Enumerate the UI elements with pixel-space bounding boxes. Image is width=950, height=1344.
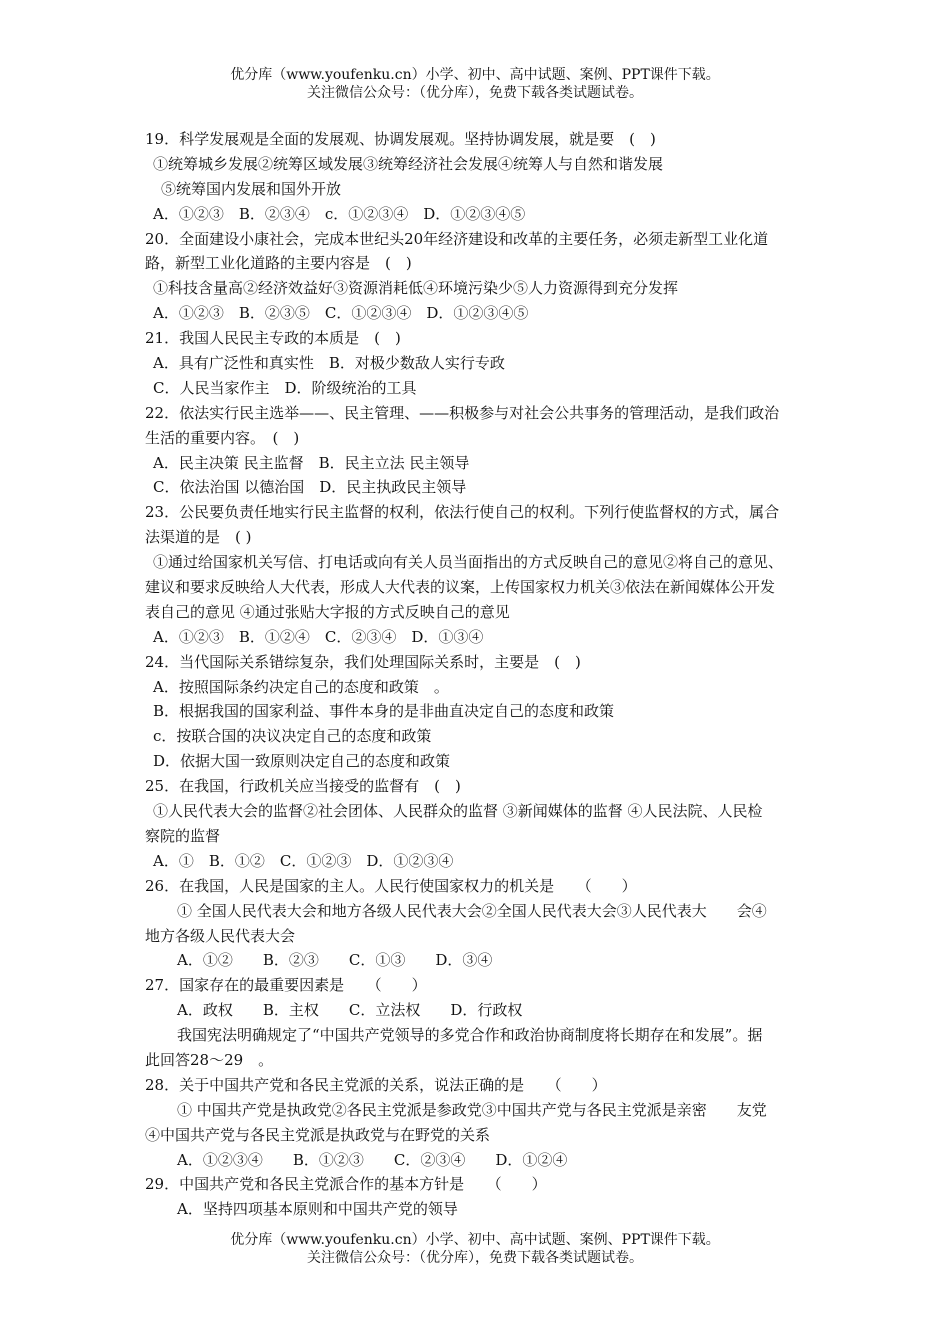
passage-intro-cont: 此回答28～29 。 <box>145 1050 274 1069</box>
header-line-2: 关注微信公众号：（优分库），免费下载各类试题试卷。 <box>307 85 643 101</box>
question-25-options: A．① B．①② C．①②③ D．①②③④ <box>153 851 454 870</box>
question-23-stem-cont: 法渠道的是 ( ) <box>145 528 252 547</box>
question-25-items-cont: 察院的监督 <box>145 826 221 845</box>
question-19-items: ①统筹城乡发展②统筹区域发展③统筹经济社会发展④统筹人与自然和谐发展 <box>153 154 664 173</box>
question-24-option-a: A．按照国际条约决定自己的态度和政策 。 <box>153 677 449 696</box>
passage-intro: 我国宪法明确规定了“中国共产党领导的多党合作和政治协商制度将长期存在和发展”。据 <box>177 1026 763 1045</box>
question-24-option-d: D．依据大国一致原则决定自己的态度和政策 <box>153 752 451 771</box>
question-19-options: A．①②③ B．②③④ c．①②③④ D．①②③④⑤ <box>153 204 526 223</box>
question-19-stem: 19．科学发展观是全面的发展观、协调发展观。坚持协调发展，就是要 ( ) <box>145 130 656 148</box>
question-27-stem: 27．国家存在的最重要因素是 （ ） <box>145 976 427 995</box>
question-21-options-ab: A．具有广泛性和真实性 B．对极少数敌人实行专政 <box>153 354 505 373</box>
question-content <box>145 127 855 1222</box>
question-20-items: ①科技含量高②经济效益好③资源消耗低④环境污染少⑤人力资源得到充分发挥 <box>153 279 679 298</box>
question-28-items: ① 中国共产党是执政党②各民主党派是参政党③中国共产党与各民主党派是亲密 友党 <box>177 1100 767 1119</box>
footer-line-1: 优分库（www.youfenku.cn）小学、初中、高中试题、案例、PPT课件下载。 <box>230 1232 720 1248</box>
question-29-stem: 29．中国共产党和各民主党派合作的基本方针是 （ ） <box>145 1175 547 1194</box>
question-21-stem: 21．我国人民民主专政的本质是 ( ) <box>145 329 401 348</box>
question-28-options: A．①②③④ B．①②③ C．②③④ D．①②④ <box>177 1150 568 1169</box>
question-24-stem: 24．当代国际关系错综复杂，我们处理国际关系时，主要是 ( ) <box>145 652 581 671</box>
question-20-options: A．①②③ B．②③⑤ C．①②③④ D．①②③④⑤ <box>153 304 529 323</box>
question-24-option-b: B．根据我国的国家利益、事件本身的是非曲直决定自己的态度和政策 <box>153 702 615 721</box>
question-23-stem: 23．公民要负责任地实行民主监督的权利，依法行使自己的权利。下列行使监督权的方式，属合 <box>145 503 780 522</box>
question-26-items: ① 全国人民代表大会和地方各级人民代表大会②全国人民代表大会③人民代表大 会④ <box>177 901 767 920</box>
question-28-stem: 28．关于中国共产党和各民主党派的关系，说法正确的是 （ ） <box>145 1075 607 1094</box>
question-22-options-cd: C．依法治国 以德治国 D．民主执政民主领导 <box>153 478 467 497</box>
question-20-stem-cont: 路，新型工业化道路的主要内容是 ( ) <box>145 254 412 273</box>
question-28-items-cont: ④中国共产党与各民主党派是执政党与在野党的关系 <box>145 1125 491 1144</box>
footer-line-2: 关注微信公众号：（优分库），免费下载各类试题试卷。 <box>307 1250 643 1266</box>
question-22-options-ab: A．民主决策 民主监督 B．民主立法 民主领导 <box>153 453 470 472</box>
question-22-stem-cont: 生活的重要内容。 ( ) <box>145 428 300 447</box>
question-20-stem: 20．全面建设小康社会，完成本世纪头20年经济建设和改革的主要任务，必须走新型工业化道 <box>145 229 769 248</box>
header-line-1: 优分库（www.youfenku.cn）小学、初中、高中试题、案例、PPT课件下载。 <box>230 67 720 83</box>
question-23-options: A．①②③ B．①②④ C．②③④ D．①③④ <box>153 627 484 646</box>
question-26-stem: 26．在我国，人民是国家的主人。人民行使国家权力的机关是 （ ） <box>145 876 637 895</box>
question-23-items: ①通过给国家机关写信、打电话或向有关人员当面指出的方式反映自己的意见②将自己的意见、 <box>153 553 784 572</box>
question-25-items: ①人民代表大会的监督②社会团体、人民群众的监督 ③新闻媒体的监督 ④人民法院、人民检 <box>153 802 763 821</box>
question-22-stem: 22．依法实行民主选举——、民主管理、——积极参与对社会公共事务的管理活动，是我们政治 <box>145 403 780 422</box>
question-25-stem: 25．在我国，行政机关应当接受的监督有 ( ) <box>145 777 461 796</box>
question-21-options-cd: C．人民当家作主 D．阶级统治的工具 <box>153 378 417 397</box>
page-footer <box>0 1231 950 1267</box>
question-26-items-cont: 地方各级人民代表大会 <box>145 926 296 945</box>
question-27-options: A．政权 B．主权 C．立法权 D．行政权 <box>177 1001 523 1020</box>
question-29-option-a: A．坚持四项基本原则和中国共产党的领导 <box>177 1200 458 1219</box>
question-23-items-cont: 建议和要求反映给人大代表，形成人大代表的议案，上传国家权力机关③依法在新闻媒体公开发 <box>145 578 776 597</box>
page-header <box>0 66 950 102</box>
question-24-option-c: c．按联合国的决议决定自己的态度和政策 <box>153 727 432 746</box>
question-19-items-cont: ⑤统筹国内发展和国外开放 <box>161 179 342 198</box>
question-26-options: A．①② B．②③ C．①③ D．③④ <box>177 951 493 970</box>
question-23-items-end: 表自己的意见 ④通过张贴大字报的方式反映自己的意见 <box>145 602 510 621</box>
